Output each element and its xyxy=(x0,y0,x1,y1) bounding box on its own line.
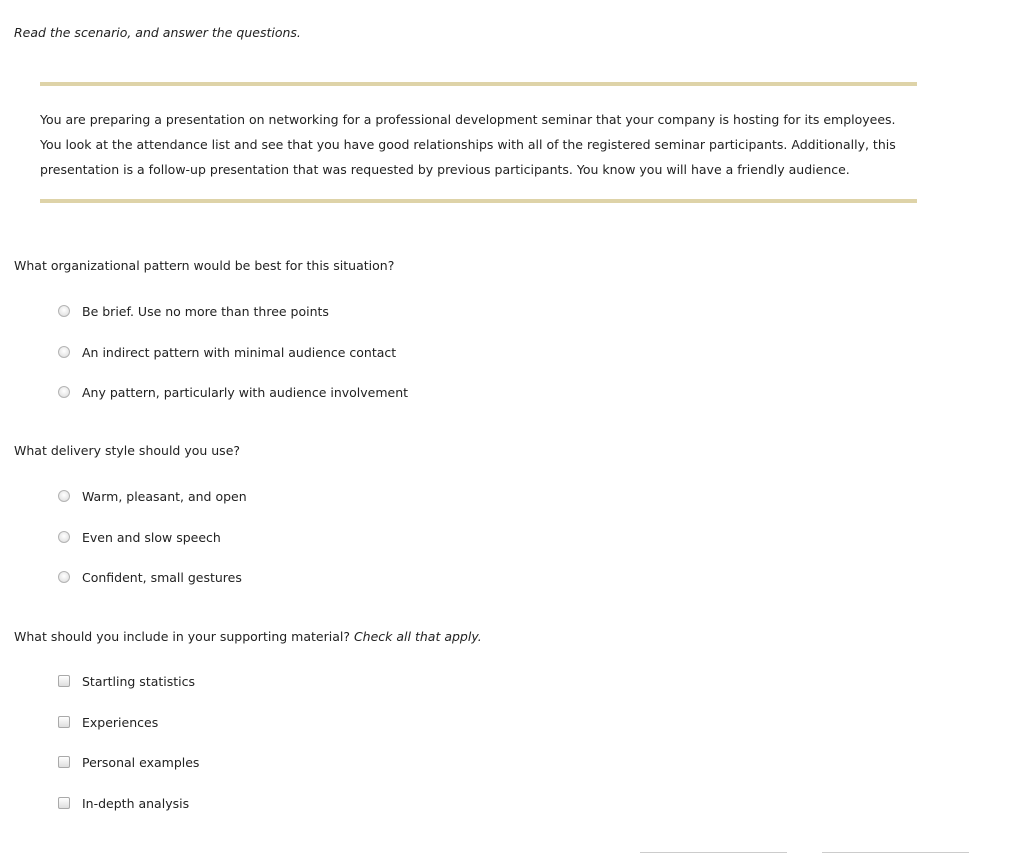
question-3-option-2[interactable] xyxy=(57,713,158,731)
option-label: An indirect pattern with minimal audience contact xyxy=(82,344,397,360)
radio-button[interactable] xyxy=(58,386,70,398)
question-2-option-3[interactable] xyxy=(57,568,242,586)
option-label: Any pattern, particularly with audience involvement xyxy=(82,384,409,400)
scenario-bottom-divider xyxy=(40,199,917,203)
radio-button[interactable] xyxy=(58,490,70,502)
option-label: Even and slow speech xyxy=(82,529,221,545)
checkbox[interactable] xyxy=(58,716,70,728)
radio-button[interactable] xyxy=(58,531,70,543)
checkbox[interactable] xyxy=(58,675,70,687)
question-1-option-3[interactable] xyxy=(57,383,408,401)
bottom-button-right[interactable] xyxy=(822,852,969,862)
question-3-prompt xyxy=(14,629,482,644)
option-label: Startling statistics xyxy=(82,673,196,689)
radio-button[interactable] xyxy=(58,346,70,358)
scenario-box xyxy=(40,82,917,204)
option-label: Personal examples xyxy=(82,754,200,770)
question-1-prompt xyxy=(14,258,394,273)
bottom-button-left[interactable] xyxy=(640,852,787,862)
checkbox[interactable] xyxy=(58,756,70,768)
question-1-option-1[interactable] xyxy=(57,302,329,320)
question-1-option-2[interactable] xyxy=(57,343,396,361)
scenario-text: You are preparing a presentation on networking for a professional development seminar that your company is hosting for its employees. You look at the attendance list and see that you have good relationships with all of the registered seminar participants. Additionally, this presentation is a follow-up presentation that was requested by previous participants. You know you will have a friendly audience. xyxy=(40,112,896,177)
question-3-text: What should you include in your supporting material? xyxy=(14,629,350,644)
question-1-text: What organizational pattern would be best for this situation? xyxy=(14,258,395,273)
radio-button[interactable] xyxy=(58,305,70,317)
option-label: Warm, pleasant, and open xyxy=(82,488,247,504)
scenario-top-divider xyxy=(40,82,917,86)
question-2-text: What delivery style should you use? xyxy=(14,443,241,458)
question-3-option-4[interactable] xyxy=(57,794,189,812)
question-3-option-1[interactable] xyxy=(57,672,195,690)
question-3-hint: Check all that apply. xyxy=(353,629,482,644)
question-2-option-1[interactable] xyxy=(57,487,247,505)
question-2-option-2[interactable] xyxy=(57,528,221,546)
option-label: Experiences xyxy=(82,714,159,730)
question-2-prompt xyxy=(14,443,240,458)
option-label: Be brief. Use no more than three points xyxy=(82,303,329,319)
instructions-text: Read the scenario, and answer the questions. xyxy=(14,25,301,40)
question-3-option-3[interactable] xyxy=(57,753,199,771)
radio-button[interactable] xyxy=(58,571,70,583)
option-label: Confident, small gestures xyxy=(82,569,242,585)
checkbox[interactable] xyxy=(58,797,70,809)
option-label: In-depth analysis xyxy=(82,795,190,811)
